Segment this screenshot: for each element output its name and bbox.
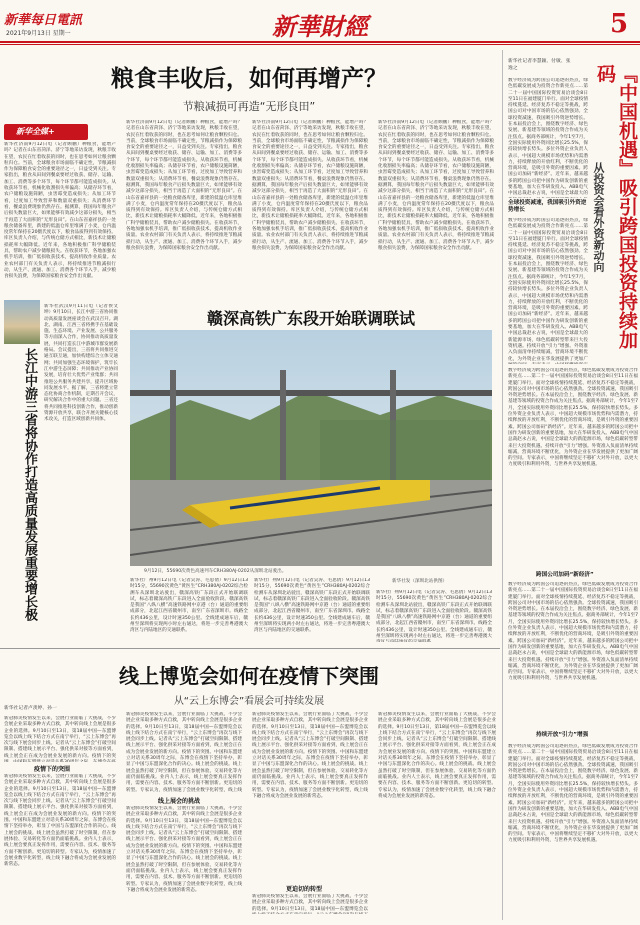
expo-body-col2: 新冠肺炎疫情发生以来，会展行业面临了大挑战，不少会展企业采取多种方式自救，其中转向线上会展是很多企业的选择。9月10日至13日，第18届中国—东盟博览会以线上线下结合方式在南宁举行，“云上东博会”再次与线下展会同步上线。记者从“云上东博会”打破空间限制、搭建线上展示平台、强化供采对接等方面看到，线上展会正在成为会展业发展的新方向。疫情下的突围。中国和东盟建立对话关系30周年之际，东博会在疫情下坚持举办，彰显了中国与东盟深化合作的决心。线上展会的挑战。线上展会虽然打破了时空限制，但在参展体验、交易转化等方面仍面临挑战。业内人士表示，线上展会要真正发挥作用，需要在内容、技术、服务等方面不断创新。更迫切的转型。专家认为，疫情加速了会展业数字化转型，线上线 xyxy=(126,712,242,792)
expo-body-col1b: 新冠肺炎疫情发生以来，会展行业面临了大挑战，不少会展企业采取多种方式自救，其中转向线上会展是很多企业的选择。9月10日至13日，第18届中国—东盟博览会以线上线下结合方式在南宁举行，“云上东博会”再次与线下展会同步上线。记者从“云上东博会”打破空间限制、搭建线上展示平台、强化供采对接等方面看到，线上展会正在成为会展业发展的新方向。疫情下的突围。中国和东盟建立对话关系30周年之际，东博会在疫情下坚持举办，彰显了中国与东盟深化合作的决心。线上展会的挑战。线上展会虽然打破了时空限制，但在参展体验、交易转化等方面仍面临挑战。业内人士表示，线上展会要真正发挥作用，需要在内容、技术、服务等方面不断创新。更迫切的转型。专家认为，疫情加速了会展业数字化转型，线上线下融合将成为会展业发展的新常态。 xyxy=(4,774,116,868)
expo-body-col4: 新冠肺炎疫情发生以来，会展行业面临了大挑战，不少会展企业采取多种方式自救，其中转向线上会展是很多企业的选择。9月10日至13日，第18届中国—东盟博览会以线上线下结合方式在南宁举行，“云上东博会”再次与线下展会同步上线。记者从“云上东博会”打破空间限制、搭建线上展示平台、强化供采对接等方面看到，线上展会正在成为会展业发展的新方向。疫情下的突围。中国和东盟建立对话关系30周年之际，东博会在疫情下坚持举办，彰显了中国与东盟深化合作的决心。线上展会的挑战。线上展会虽然打破了时空限制，但在参展体验、交易转化等方面仍面临挑战。业内人士表示，线上展会要真正发挥作用，需要在内容、技术、服务等方面不断创新。更迫切的转型。专家认为，疫情加速了会展业数字化转型，线上线下融合将成为会展业发展的新常态。 xyxy=(378,712,496,799)
expo-subhead-1: 疫情下的突围 xyxy=(34,766,71,773)
masthead-rule xyxy=(0,41,640,43)
expo-article xyxy=(0,650,498,920)
sidebar-subhead-1: 全球投资减速，我国吸引外资逆势增长 xyxy=(508,200,587,213)
sidebar-byline: 新华社记者李慧颖、付敏、张逸之 xyxy=(508,59,571,71)
yangtze-photo xyxy=(4,300,40,344)
sidebar-subtitle: 从投资会看外资新动向 xyxy=(592,162,605,272)
lead-body-col3: 新华社济南9月12日电（记者顾鹏）种粮食，能增产吗？记者在山东省菏泽、济宁等地采访发现，秋粮丰收在望，农民在忙着收获的同时，也在思考如何让粮食颗粒归仓。当前，全球粮食市场面临不确定性，节粮减损作为保障粮食安全的重要途径之一，日益受到关注。专家指出，粮食从田间到餐桌要经过收获、储存、运输、加工、消费等多个环节，每个环节都可能造成损失。从收获环节看，机械化收割损失率偏高；从储存环节看，农户储粮设施简陋，虫害霉变造成损失；从加工环节看，过度加工导致营养和数量双重损失；从消费环节看，餐桌浪费现象仍然存在。据测算，我国每年粮食产后损失数量巨大，如果能够有效减少这部分损失，相当于再造了大面积的“无形良田”。在山东省嘉祥县的一处粮食储备库里，新建的低温仓库里堆满了小麦，仓内温度常年保持在20摄氏度以下，粮食品质得到有效保持。库区负责人介绍，与传统仓储方式相比，新技术让储粮损耗率大幅降低。近年来，各地积极推广科学储粮装具，帮助农户减少储粮损失。在收获环节，各地加强农机手培训，推广低损收获技术，提高机收作业质量。农业农村部门有关负责人表示，将持续推进节粮减损行动，从生产、流通、加工、消费各个环节入手，减少粮食损失浪费，为保障国家粮食安全作出贡献。 xyxy=(252,120,368,251)
expo-subhead-2: 线上展会的挑战 xyxy=(158,798,201,805)
sidebar-body-2: 数字经济成为跨国公司追逐的热点，绿色低碳发展成为投资合作新亮点……第二十一届中国国际投资贸易洽谈会8日至11日在福建厦门举行。面对全球疫情持续蔓延、经济复苏不稳定等挑战，跨国公司对中国市场的信心依然强劲。全球投资减速，我国吸引外资逆势增长。在本届投洽会上，围绕数字经济、绿色发展、新基建等领域的投资合作成为关注焦点。据商务部统计，今年1至7月，全国实际使用外资同比增长25.5%，保持较快增长势头。多位外资企业负责人表示，中国超大规模市场优势和内需潜力，持续释放的开放红利，不断优化的营商环境，是吸引外资的重要因素。跨国公司加码“新经济”。近年来，越来越多的跨国公司把中国作为研发创新的重要基地，加大在华研发投入。ABB电气中国总裁赵永占说，中国是全球最大的新能源市场，绿色低碳转型带来巨大投资机遇。持续开放“引力”增强。外资准入负面清单持续缩减，营商环境不断优化，为外资企业在华发展提供了更加广 xyxy=(508,218,588,362)
sidebar-subhead-2: 跨国公司加码“新经济” xyxy=(536,572,594,578)
railway-photo xyxy=(130,330,492,566)
section-rule xyxy=(0,648,500,649)
railway-title: 赣深高铁广东段开始联调联试 xyxy=(206,309,415,328)
lead-badge xyxy=(4,124,88,140)
lead-title: 粮食丰收后，如何再增产？ xyxy=(111,65,387,92)
sidebar-feature xyxy=(506,50,640,920)
expo-title: 线上博览会如何在疫情下突围 xyxy=(119,664,379,688)
lead-body: 新华社济南9月12日电（记者顾鹏）种粮食，能增产吗？记者在山东省菏泽、济宁等地采访发现，秋粮丰收在望，农民在忙着收获的同时，也在思考如何让粮食颗粒归仓。当前，全球粮食市场面临不确定性，节粮减损作为保障粮食安全的重要途径之一，日益受到关注。专家指出，粮食从田间到餐桌要经过收获、储存、运输、加工、消费等多个环节，每个环节都可能造成损失。从收获环节看，机械化收割损失率偏高；从储存环节看，农户储粮设施简陋，虫害霉变造成损失；从加工环节看，过度加工导致营养和数量双重损失；从消费环节看，餐桌浪费现象仍然存在。据测算，我国每年粮食产后损失数量巨大，如果能够有效减少这部分损失，相当于再造了大面积的“无形良田”。在山东省嘉祥县的一处粮食储备库里，新建的低温仓库里堆满了小麦，仓内温度常年保持在20摄氏度以下，粮食品质得到有效保持。库区负责人介绍，与传统仓储方式相比，新技术让储粮损耗率大幅降低。近年来，各地积极推广科学储粮装具，帮助农户减少储粮损失。在收获环节，各地加强农机手培训，推广低损收获技术，提高机收作业质量。农业农村部门有关负责人表示，将持续推进节粮减损行动，从生产、流通、加工、消费各个环节入手，减少粮食损失浪费，为保障国家粮食安全作出贡献。 xyxy=(4,142,116,280)
sidebar-headline: 『中国机遇』吸引跨国投资持续加码 xyxy=(594,64,638,349)
lead-badge-label: 新华全媒+ xyxy=(16,127,55,136)
railway-caption: 9月12日，55690次黄色高速列车CRH380AJ-0202从深圳北站驶出。 xyxy=(144,569,287,574)
expo-body-col2b: 新冠肺炎疫情发生以来，会展行业面临了大挑战，不少会展企业采取多种方式自救，其中转向线上会展是很多企业的选择。9月10日至13日，第18届中国—东盟博览会以线上线下结合方式在南宁举行，“云上东博会”再次与线下展会同步上线。记者从“云上东博会”打破空间限制、搭建线上展示平台、强化供采对接等方面看到，线上展会正在成为会展业发展的新方向。疫情下的突围。中国和东盟建立对话关系30周年之际，东博会在疫情下坚持举办，彰显了中国与东盟深化合作的决心。线上展会的挑战。线上展会虽然打破了时空限制，但在参展体验、交易转化等方面仍面临挑战。业内人士表示，线上展会要真正发挥作用，需要在内容、技术、服务等方面不断创新。更迫切的转型。专家认为，疫情加速了会展业数字化转型，线上线下融合将成为会展业发展的新常态。 xyxy=(126,806,242,893)
lead-body-col4: 新华社济南9月12日电（记者顾鹏）种粮食，能增产吗？记者在山东省菏泽、济宁等地采访发现，秋粮丰收在望，农民在忙着收获的同时，也在思考如何让粮食颗粒归仓。当前，全球粮食市场面临不确定性，节粮减损作为保障粮食安全的重要途径之一，日益受到关注。专家指出，粮食从田间到餐桌要经过收获、储存、运输、加工、消费等多个环节，每个环节都可能造成损失。从收获环节看，机械化收割损失率偏高；从储存环节看，农户储粮设施简陋，虫害霉变造成损失；从加工环节看，过度加工导致营养和数量双重损失；从消费环节看，餐桌浪费现象仍然存在。据测算，我国每年粮食产后损失数量巨大，如果能够有效减少这部分损失，相当于再造了大面积的“无形良田”。在山东省嘉祥县的一处粮食储备库里，新建的低温仓库里堆满了小麦，仓内温度常年保持在20摄氏度以下，粮食品质得到有效保持。库区负责人介绍，与传统仓储方式相比，新技术让储粮损耗率大幅降低。近年来，各地积极推广科学储粮装具，帮助农户减少储粮损失。在收获环节，各地加强农机手培训，推广低损收获技术，提高机收作业质量。农业农村部门有关负责人表示，将持续推进节粮减损行动，从生产、流通、加工、消费各个环节入手，减少粮食损失浪费，为保障国家粮食安全作出贡献。 xyxy=(378,120,494,251)
masthead-rule-thin xyxy=(0,44,640,45)
railway-photo-graphic xyxy=(130,330,492,566)
sidebar-subhead-3: 持续开放“引力”增强 xyxy=(536,732,589,738)
expo-body-col3: 新冠肺炎疫情发生以来，会展行业面临了大挑战，不少会展企业采取多种方式自救，其中转向线上会展是很多企业的选择。9月10日至13日，第18届中国—东盟博览会以线上线下结合方式在南宁举行，“云上东博会”再次与线下展会同步上线。记者从“云上东博会”打破空间限制、搭建线上展示平台、强化供采对接等方面看到，线上展会正在成为会展业发展的新方向。疫情下的突围。中国和东盟建立对话关系30周年之际，东博会在疫情下坚持举办，彰显了中国与东盟深化合作的决心。线上展会的挑战。线上展会虽然打破了时空限制，但在参展体验、交易转化等方面仍面临挑战。业内人士表示，线上展会要真正发挥作用，需要在内容、技术、服务等方面不断创新。更迫切的转型。专家认为，疫情加速了会展业数字化转型，线上线下融合将成为会展业发展的新常态。 xyxy=(252,712,368,799)
sidebar-body-4: 数字经济成为跨国公司追逐的热点，绿色低碳发展成为投资合作新亮点……第二十一届中国国际投资贸易洽谈会8日至11日在福建厦门举行。面对全球疫情持续蔓延、经济复苏不稳定等挑战，跨国公司对中国市场的信心依然强劲。全球投资减速，我国吸引外资逆势增长。在本届投洽会上，围绕数字经济、绿色发展、新基建等领域的投资合作成为关注焦点。据商务部统计，今年1至7月，全国实际使用外资同比增长25.5%，保持较快增长势头。多位外资企业负责人表示，中国超大规模市场优势和内需潜力，持续释放的开放红利，不断优化的营商环境，是吸引外资的重要因素。跨国公司加码“新经济”。近年来，越来越多的跨国公司把中国作为研发创新的重要基地，加大在华研发投入。ABB电气中国总裁赵永占说，中国是全球最大的新能源市场，绿色低碳转型带来巨大投资机遇。持续开放“引力”增强。外资准入负面清单持续缩减，营商环境不断优化，为外资企业在华发展提供了更加广阔的空间。专家表示，中国将继续坚定不移扩大对外开放，以更大力度吸引和利用外资，与世界共享发展机遇。 xyxy=(508,582,638,682)
sidebar-body-5: 数字经济成为跨国公司追逐的热点，绿色低碳发展成为投资合作新亮点……第二十一届中国国际投资贸易洽谈会8日至11日在福建厦门举行。面对全球疫情持续蔓延、经济复苏不稳定等挑战，跨国公司对中国市场的信心依然强劲。全球投资减速，我国吸引外资逆势增长。在本届投洽会上，围绕数字经济、绿色发展、新基建等领域的投资合作成为关注焦点。据商务部统计，今年1至7月，全国实际使用外资同比增长25.5%，保持较快增长势头。多位外资企业负责人表示，中国超大规模市场优势和内需潜力，持续释放的开放红利，不断优化的营商环境，是吸引外资的重要因素。跨国公司加码“新经济”。近年来，越来越多的跨国公司把中国作为研发创新的重要基地，加大在华研发投入。ABB电气中国总裁赵永占说，中国是全球最大的新能源市场，绿色低碳转型带来巨大投资机遇。持续开放“引力”增强。外资准入负面清单持续缩减，营商环境不断优化，为外资企业在华发展提供了更加广阔的空间。专家表示，中国将继续坚定不移扩大对外开放，以更大力度吸引和利用外资，与世界共享发展机遇。 xyxy=(508,744,638,844)
column-divider xyxy=(502,50,503,920)
railway-credit: 新华社发（深圳北站供图） xyxy=(392,579,448,584)
lead-article xyxy=(0,46,498,296)
masthead xyxy=(0,0,640,46)
page-number: 5 xyxy=(610,9,629,39)
expo-body: 新冠肺炎疫情发生以来，会展行业面临了大挑战，不少会展企业采取多种方式自救，其中转向线上会展是很多企业的选择。9月10日至13日，第18届中国—东盟博览会以线上线下结合方式在南宁举行，“云上东博会”再次与线下展会同步上线。记者从“云上东博会”打破空间限制、搭建线上展示平台、强化供采对接等方面看到，线上展会正在成为会展业发展的新方向。疫情下的突 xyxy=(4,716,116,759)
yangtze-article xyxy=(0,300,120,645)
expo-subhead-3: 更迫切的转型 xyxy=(286,886,323,893)
railway-body-col3: 新华社广州9月12日电（记者吴涛、毛思倩）9月12日13时15分，55690次黄色“黄医生”CRH380AJ-0202综合检测车从深圳北站驶出，赣深高铁广东段正式开始联调联试，标志着赣深高铁广东段进入全面验收阶段。赣深高铁是我国“八纵八横”高速铁路网中京港（台）通道的重要组成部分，北起江西省赣州市，南至广东省深圳市。线路全长约436公里，设计时速350公里。全线建成通车后，赣州至深圳将实现两小时左右通达，将进一步完善粤港澳大 xyxy=(376,590,492,640)
expo-body-col3b: 新冠肺炎疫情发生以来，会展行业面临了大挑战，不少会展企业采取多种方式自救，其中转向线上会展是很多企业的选择。9月10日至13日，第18届中国—东盟博览会以 xyxy=(252,894,368,912)
railway-body: 新华社广州9月12日电（记者吴涛、毛思倩）9月12日13时15分，55690次黄色“黄医生”CRH380AJ-0202综合检测车从深圳北站驶出，赣深高铁广东段正式开始联调联试，标志着赣深高铁广东段进入全面验收阶段。赣深高铁是我国“八纵八横”高速铁路网中京港（台）通道的重要组成部分，北起江西省赣州市，南至广东省深圳市。线路全长约436公里，设计时速350公里。全线建成通车后，赣州至深圳将实现两小时左右通达，将进一步完善粤港澳大湾区与内陆地区的交通联系。 xyxy=(130,578,248,634)
sidebar-body-3: 数字经济成为跨国公司追逐的热点，绿色低碳发展成为投资合作新亮点……第二十一届中国国际投资贸易洽谈会8日至11日在福建厦门举行。面对全球疫情持续蔓延、经济复苏不稳定等挑战，跨国公司对中国市场的信心依然强劲。全球投资减速，我国吸引外资逆势增长。在本届投洽会上，围绕数字经济、绿色发展、新基建等领域的投资合作成为关注焦点。据商务部统计，今年1至7月，全国实际使用外资同比增长25.5%，保持较快增长势头。多位外资企业负责人表示，中国超大规模市场优势和内需潜力，持续释放的开放红利，不断优化的营商环境，是吸引外资的重要因素。跨国公司加码“新经济”。近年来，越来越多的跨国公司把中国作为研发创新的重要基地，加大在华研发投入。ABB电气中国总裁赵永占说，中国是全球最大的新能源市场，绿色低碳转型带来巨大投资机遇。持续开放“引力”增强。外资准入负面清单持续缩减，营商环境不断优化，为外资企业在华发展提供了更加广阔的空间。专家表示，中国将继续坚定不移扩大对外开放，以更大力度吸引和利用外资，与世界共享发展机遇。 xyxy=(508,368,638,468)
railway-article xyxy=(124,300,498,645)
expo-subtitle: 从“云上东博会”看展会可持续发展 xyxy=(173,696,325,707)
yangtze-title: 长江中游三省将协作打造高质量发展重要增长极 xyxy=(22,348,37,621)
sidebar-body-top: 数字经济成为跨国公司追逐的热点，绿色低碳发展成为投资合作新亮点……第二十一届中国国际投资贸易洽谈会8日至11日在福建厦门举行。面对全球疫情持续蔓延、经济复苏不稳定等挑战，跨国公司对中国市场的信心依然强劲。全球投资减速，我国吸引外资逆势增长。在本届投洽会上，围绕数字经济、绿色发展、新基建等领域的投资合作成为关注焦点。据商务部统计，今年1至7月，全国实际使用外资同比增长25.5%，保持较快增长势头。多位外资企业负责人表示，中国超大规模市场优势和内需潜力，持续释放的开放红利，不断优化的营商环境，是吸引外资的重要因素。跨国公司加码“新经济”。近年来，越来越多的跨国公司把中国作为研发创新的重要基地，加大在华研发投入。ABB电气中国总裁赵永占说，中国是全球最大的 xyxy=(508,78,588,197)
expo-byline: 新华社记者卢羡婷、孙一 xyxy=(4,706,57,711)
lead-body-col2: 新华社济南9月12日电（记者顾鹏）种粮食，能增产吗？记者在山东省菏泽、济宁等地采访发现，秋粮丰收在望，农民在忙着收获的同时，也在思考如何让粮食颗粒归仓。当前，全球粮食市场面临不确定性，节粮减损作为保障粮食安全的重要途径之一，日益受到关注。专家指出，粮食从田间到餐桌要经过收获、储存、运输、加工、消费等多个环节，每个环节都可能造成损失。从收获环节看，机械化收割损失率偏高；从储存环节看，农户储粮设施简陋，虫害霉变造成损失；从加工环节看，过度加工导致营养和数量双重损失；从消费环节看，餐桌浪费现象仍然存在。据测算，我国每年粮食产后损失数量巨大，如果能够有效减少这部分损失，相当于再造了大面积的“无形良田”。在山东省嘉祥县的一处粮食储备库里，新建的低温仓库里堆满了小麦，仓内温度常年保持在20摄氏度以下，粮食品质得到有效保持。库区负责人介绍，与传统仓储方式相比，新技术让储粮损耗率大幅降低。近年来，各地积极推广科学储粮装具，帮助农户减少储粮损失。在收获环节，各地加强农机手培训，推广低损收获技术，提高机收作业质量。农业农村部门有关负责人表示，将持续推进节粮减损行动，从生产、流通、加工、消费各个环节入手，减少粮食损失浪费，为保障国家粮食安全作出贡献。 xyxy=(126,120,242,251)
section-title: 新華財經 xyxy=(272,12,368,41)
masthead-date: 2021年9月13日 星期一 xyxy=(6,30,71,37)
lead-subtitle: 节粮减损可再造“无形良田” xyxy=(182,100,316,113)
yangtze-body: 新华社武汉9月11日电（记者侯文坤）9月10日，长江中游三省协同推动高质量发展座谈会在武汉召开。湖北、湖南、江西三省将携手在基础设施、生态环境、产业发展、公共服务等方面深入合作，协同推动高质量发展，共同打造长江中游城市群发展新格局。会议提出，三省将共同推进交通互联互通，加快构建综合立体交通网；共同加强生态环境保护，筑牢长江中游生态屏障；共同推动产业协同发展，培育壮大优势产业集群；共同推进公共服务共建共享，提升区域协同发展水平。据了解，三省将建立常态化协商合作机制，定期召开会议，研究解决合作中的重大问题。三省还将共同推进科技创新合作，推动创新资源开放共享，联合开展关键核心技术攻关，打造区域创新共同体。 xyxy=(44,304,118,423)
masthead-brand: 新華每日電訊 xyxy=(4,13,83,28)
railway-body-col2: 新华社广州9月12日电（记者吴涛、毛思倩）9月12日13时15分，55690次黄色“黄医生”CRH380AJ-0202综合检测车从深圳北站驶出，赣深高铁广东段正式开始联调联试，标志着赣深高铁广东段进入全面验收阶段。赣深高铁是我国“八纵八横”高速铁路网中京港（台）通道的重要组成部分，北起江西省赣州市，南至广东省深圳市。线路全长约436公里，设计时速350公里。全线建成通车后，赣州至深圳将实现两小时左右通达，将进一步完善粤港澳大湾区与内陆地区的交通联系。 xyxy=(254,578,370,634)
